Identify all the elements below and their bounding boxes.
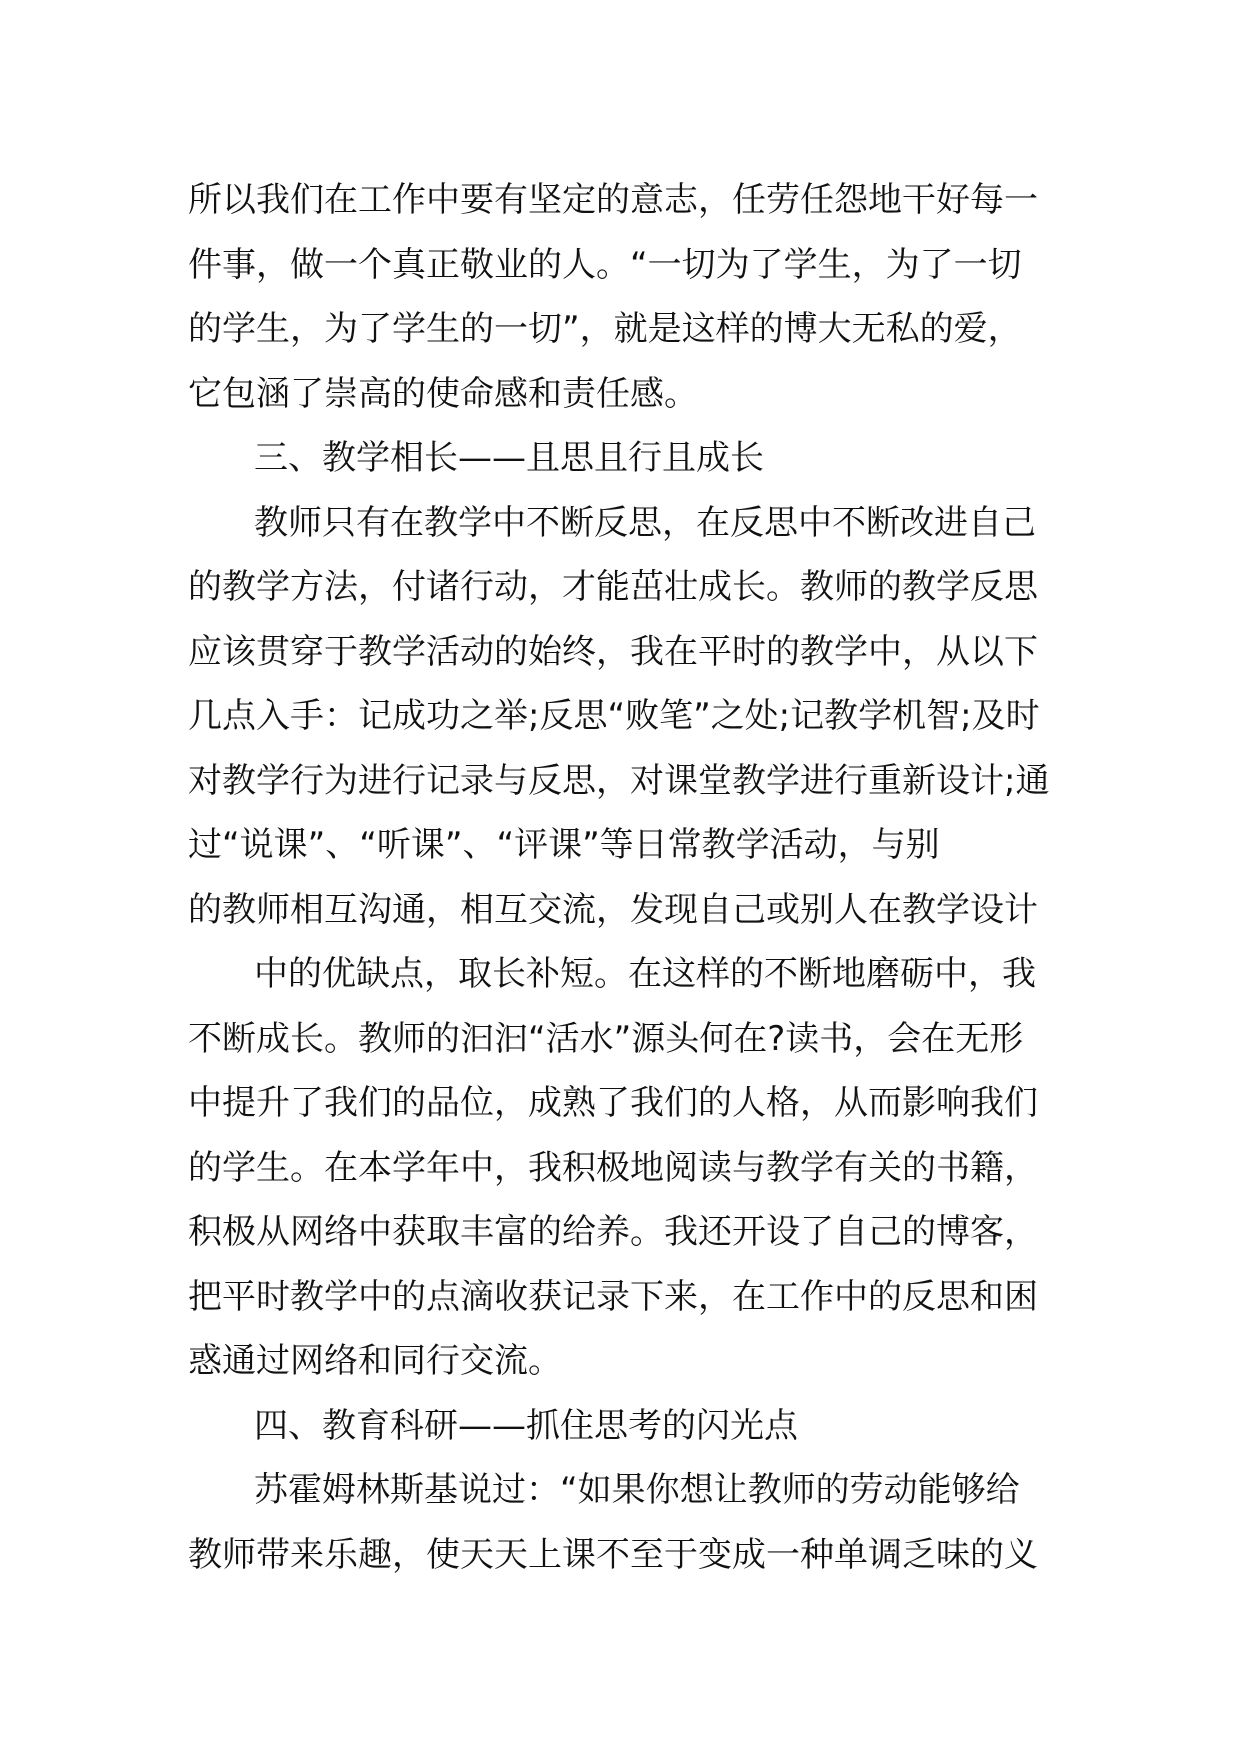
text-line: 几点入手：记成功之举;反思“败笔”之处;记教学机智;及时 <box>188 696 1040 736</box>
text-line: 的教学方法，付诸行动，才能茁壮成长。教师的教学反思 <box>188 567 1038 607</box>
text-line: 件事，做一个真正敬业的人。“一切为了学生，为了一切 <box>188 244 1022 285</box>
text-line: 它包涵了崇高的使命感和责任感。 <box>188 373 698 414</box>
text-line: 积极从网络中获取丰富的给养。我还开设了自己的博客， <box>188 1212 1038 1252</box>
text-line: 苏霍姆林斯基说过：“如果你想让教师的劳动能够给 <box>254 1470 1020 1510</box>
text-line: 的学生。在本学年中，我积极地阅读与教学有关的书籍， <box>188 1147 1038 1188</box>
text-line: 中提升了我们的品位，成熟了我们的人格，从而影响我们 <box>188 1083 1038 1123</box>
text-line: 对教学行为进行记录与反思，对课堂教学进行重新设计;通 <box>188 760 1050 801</box>
body-text <box>188 168 1068 1587</box>
text-line: 中的优缺点，取长补短。在这样的不断地磨砺中，我 <box>254 954 1036 994</box>
text-line: 过“说课”、“听课”、“评课”等日常教学活动，与别 <box>188 825 940 865</box>
text-line: 教师只有在教学中不断反思，在反思中不断改进自己 <box>254 502 1036 543</box>
text-line: 惑通过网络和同行交流。 <box>188 1341 562 1381</box>
text-line: 不断成长。教师的汩汩“活水”源头何在?读书，会在无形 <box>188 1018 1024 1059</box>
text-line: 所以我们在工作中要有坚定的意志，任劳任怨地干好每一 <box>188 180 1038 220</box>
text-line: 把平时教学中的点滴收获记录下来，在工作中的反思和困 <box>188 1276 1038 1317</box>
text-line: 的教师相互沟通，相互交流，发现自己或别人在教学设计 <box>188 889 1038 930</box>
text-line: 四、教育科研——抓住思考的闪光点 <box>254 1405 798 1446</box>
text-line: 教师带来乐趣，使天天上课不至于变成一种单调乏味的义 <box>188 1534 1038 1575</box>
text-line: 的学生，为了学生的一切”，就是这样的博大无私的爱， <box>188 309 1022 349</box>
text-line: 三、教学相长——且思且行且成长 <box>254 438 764 478</box>
text-line: 应该贯穿于教学活动的始终，我在平时的教学中，从以下 <box>188 631 1038 672</box>
